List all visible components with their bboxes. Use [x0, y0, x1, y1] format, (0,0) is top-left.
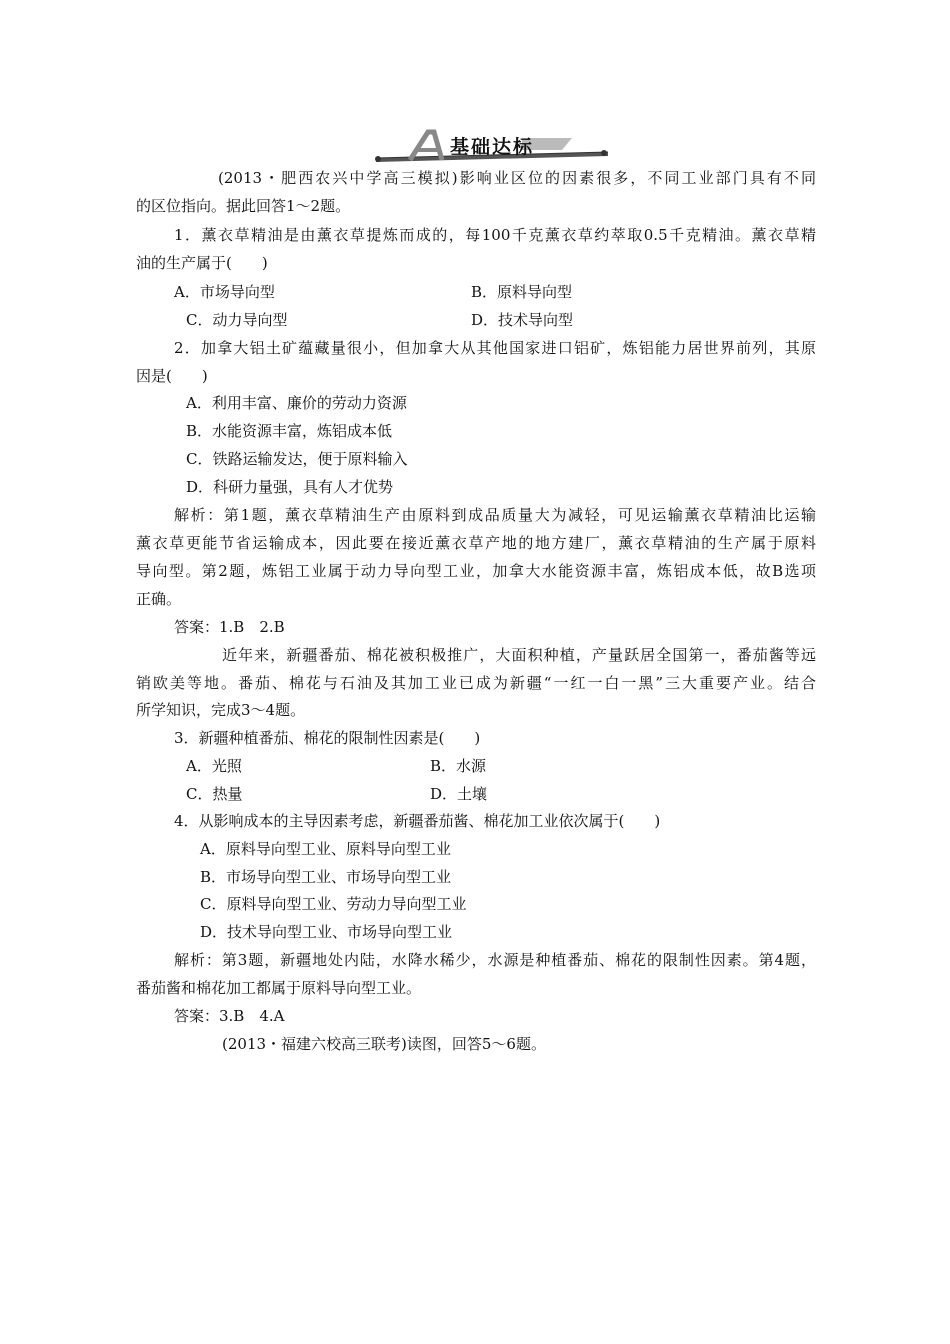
- analysis1-line3: 导向型。第2题，炼铝工业属于动力导向型工业，加拿大水能资源丰富，炼铝成本低，故B选项: [136, 562, 816, 580]
- q1-line2: 油的生产属于( ): [136, 254, 268, 272]
- q3-line1: 3．新疆种植番茄、棉花的限制性因素是( ): [174, 729, 481, 747]
- analysis1-line4: 正确。: [136, 590, 182, 608]
- answer2: 答案：3.B 4.A: [174, 1007, 285, 1025]
- q2-option-d: D．科研力量强，具有人才优势: [186, 478, 394, 496]
- q3-option-c: C．热量: [186, 785, 243, 803]
- q1-option-b: B．原料导向型: [471, 283, 573, 301]
- intro2-line1: 近年来，新疆番茄、棉花被积极推广，大面积种植，产量跃居全国第一，番茄酱等远: [222, 646, 816, 664]
- intro2-line2: 销欧美等地。番茄、棉花与石油及其加工业已成为新疆“一红一白一黑”三大重要产业。结合: [136, 674, 816, 692]
- analysis1-line1: 解析：第1题，薰衣草精油生产由原料到成品质量大为减轻，可见运输薰衣草精油比运输: [174, 506, 816, 524]
- analysis2-line2: 番茄酱和棉花加工都属于原料导向型工业。: [136, 979, 422, 997]
- q4-option-b: B．市场导向型工业、市场导向型工业: [200, 868, 452, 886]
- section-title: 基础达标: [450, 136, 535, 158]
- answer1: 答案：1.B 2.B: [174, 618, 285, 636]
- intro3: (2013・福建六校高三联考)读图，回答5～6题。: [222, 1035, 546, 1053]
- section-header: [372, 128, 612, 164]
- q2-line2: 因是( ): [136, 367, 208, 385]
- q3-option-d: D．土壤: [430, 785, 488, 803]
- intro2-line3: 所学知识，完成3～4题。: [136, 701, 306, 719]
- q3-option-b: B．水源: [430, 757, 487, 775]
- intro1-line1: (2013・肥西农兴中学高三模拟)影响业区位的因素很多，不同工业部门具有不同: [218, 169, 816, 187]
- q1-option-c: C．动力导向型: [186, 311, 288, 329]
- q1-line1: 1．薰衣草精油是由薰衣草提炼而成的，每100千克薰衣草约萃取0.5千克精油。薰衣草精: [174, 226, 816, 244]
- q2-option-a: A．利用丰富、廉价的劳动力资源: [186, 394, 407, 412]
- analysis1-line2: 薰衣草更能节省运输成本，因此要在接近薰衣草产地的地方建厂，薰衣草精油的生产属于原料: [136, 534, 816, 552]
- q2-option-c: C．铁路运输发达，便于原料输入: [186, 450, 408, 468]
- q1-option-a: A．市场导向型: [174, 283, 275, 301]
- q3-option-a: A．光照: [186, 757, 242, 775]
- q2-option-b: B．水能资源丰富，炼铝成本低: [186, 422, 393, 440]
- q1-option-d: D．技术导向型: [471, 311, 574, 329]
- q4-option-a: A．原料导向型工业、原料导向型工业: [200, 840, 451, 858]
- q4-option-c: C．原料导向型工业、劳动力导向型工业: [200, 895, 467, 913]
- q4-line1: 4．从影响成本的主导因素考虑，新疆番茄酱、棉花加工业依次属于( ): [174, 812, 661, 830]
- intro1-line2: 的区位指向。据此回答1～2题。: [136, 197, 351, 215]
- q4-option-d: D．技术导向型工业、市场导向型工业: [200, 923, 453, 941]
- q2-line1: 2．加拿大铝土矿蕴藏量很小，但加拿大从其他国家进口铝矿，炼铝能力居世界前列，其原: [174, 339, 816, 357]
- analysis2-line1: 解析：第3题，新疆地处内陆，水降水稀少，水源是种植番茄、棉花的限制性因素。第4题，: [174, 951, 816, 969]
